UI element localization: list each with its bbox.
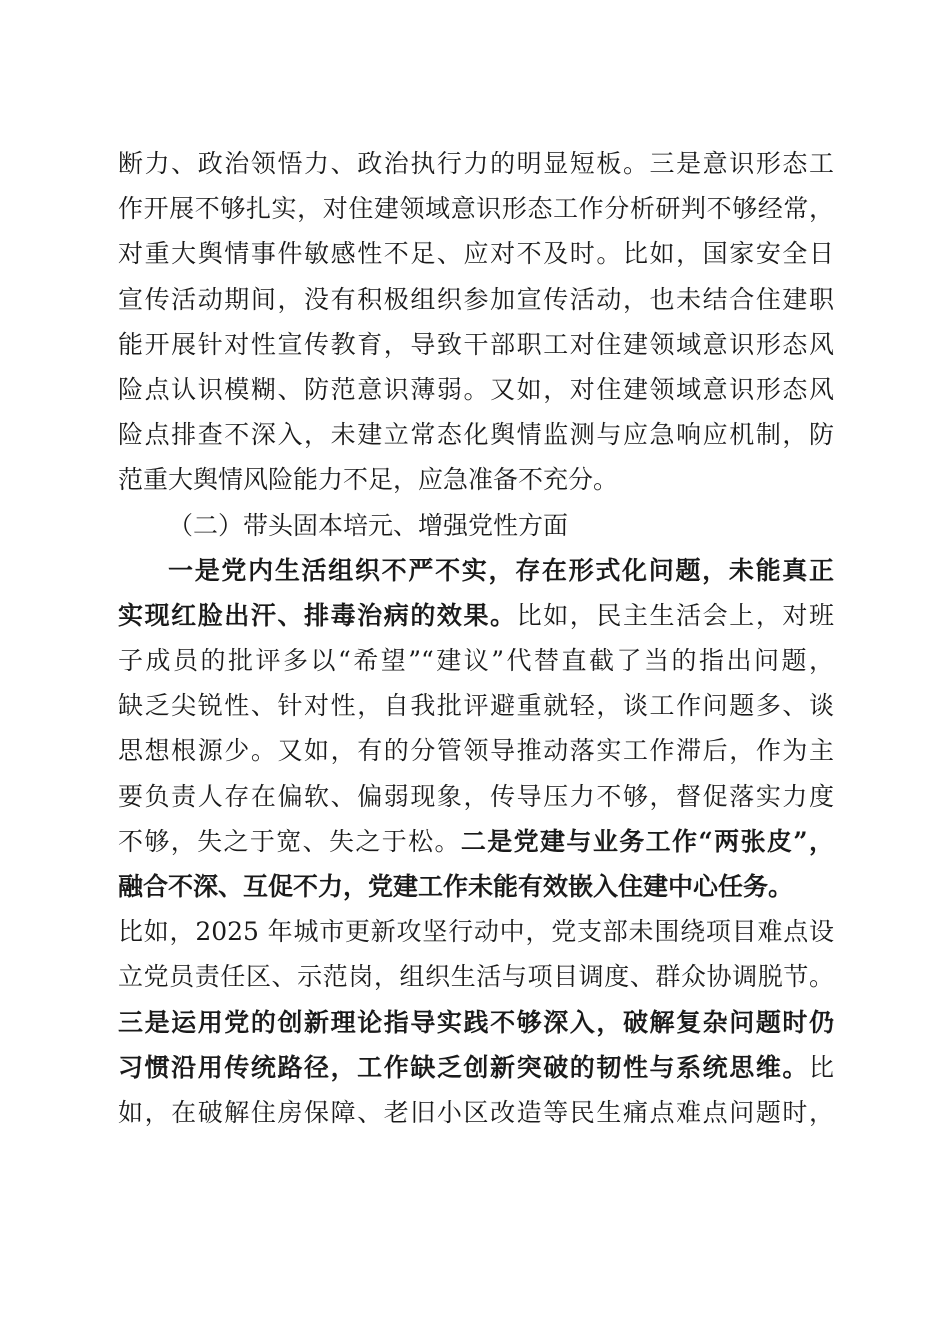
paragraph-line: 险点排查不深入，未建立常态化舆情监测与应急响应机制，防 xyxy=(118,420,834,450)
paragraph-line: 能开展针对性宣传教育，导致干部职工对住建领域意识形态风 xyxy=(118,329,834,359)
document-page xyxy=(118,141,834,1135)
paragraph-line: 险点认识模糊、防范意识薄弱。又如，对住建领域意识形态风 xyxy=(118,374,834,404)
paragraph-line: 如，在破解住房保障、老旧小区改造等民生痛点难点问题时， xyxy=(118,1097,834,1127)
paragraph-line xyxy=(118,1045,834,1090)
paragraph-line: 宣传活动期间，没有积极组织参加宣传活动，也未结合住建职 xyxy=(118,284,834,314)
body-text: 比如，民主生活会上，对班 xyxy=(516,600,834,630)
paragraph-line xyxy=(118,819,834,864)
paragraph-line: 缺乏尖锐性、针对性，自我批评避重就轻，谈工作问题多、谈 xyxy=(118,691,834,721)
bold-text: 实现红脸出汗、排毒治病的效果。 xyxy=(118,600,517,630)
paragraph-line: 子成员的批评多以“希望”“建议”代替直截了当的指出问题， xyxy=(118,646,834,676)
paragraph-line: 要负责人存在偏软、偏弱现象，传导压力不够，督促落实力度 xyxy=(118,781,834,811)
paragraph-line: 立党员责任区、示范岗，组织生活与项目调度、群众协调脱节。 xyxy=(118,962,834,992)
bold-text: 二是党建与业务工作“两张皮”， xyxy=(460,826,834,856)
body-text: 不够，失之于宽、失之于松。 xyxy=(118,826,461,856)
paragraph-line: 对重大舆情事件敏感性不足、应对不及时。比如，国家安全日 xyxy=(118,239,834,269)
bold-text: 习惯沿用传统路径，工作缺乏创新突破的韧性与系统思维。 xyxy=(118,1052,809,1082)
paragraph-line: 融合不深、互促不力，党建工作未能有效嵌入住建中心任务。 xyxy=(118,872,794,901)
paragraph-line: 范重大舆情风险能力不足，应急准备不充分。 xyxy=(118,465,619,495)
paragraph-line: 思想根源少。又如，有的分管领导推动落实工作滞后，作为主 xyxy=(118,736,834,766)
paragraph-line xyxy=(118,593,834,638)
body-text: 比 xyxy=(808,1052,834,1082)
paragraph-line: 一是党内生活组织不严不实，存在形式化问题，未能真正 xyxy=(168,555,834,585)
section-heading: （二）带头固本培元、增强党性方面 xyxy=(168,510,569,540)
paragraph-line: 作开展不够扎实，对住建领域意识形态工作分析研判不够经常， xyxy=(118,194,834,224)
paragraph-line: 比如，2025 年城市更新攻坚行动中，党支部未围绕项目难点设 xyxy=(118,917,834,947)
paragraph-line: 三是运用党的创新理论指导实践不够深入，破解复杂问题时仍 xyxy=(118,1007,834,1037)
paragraph-line: 断力、政治领悟力、政治执行力的明显短板。三是意识形态工 xyxy=(118,149,834,178)
